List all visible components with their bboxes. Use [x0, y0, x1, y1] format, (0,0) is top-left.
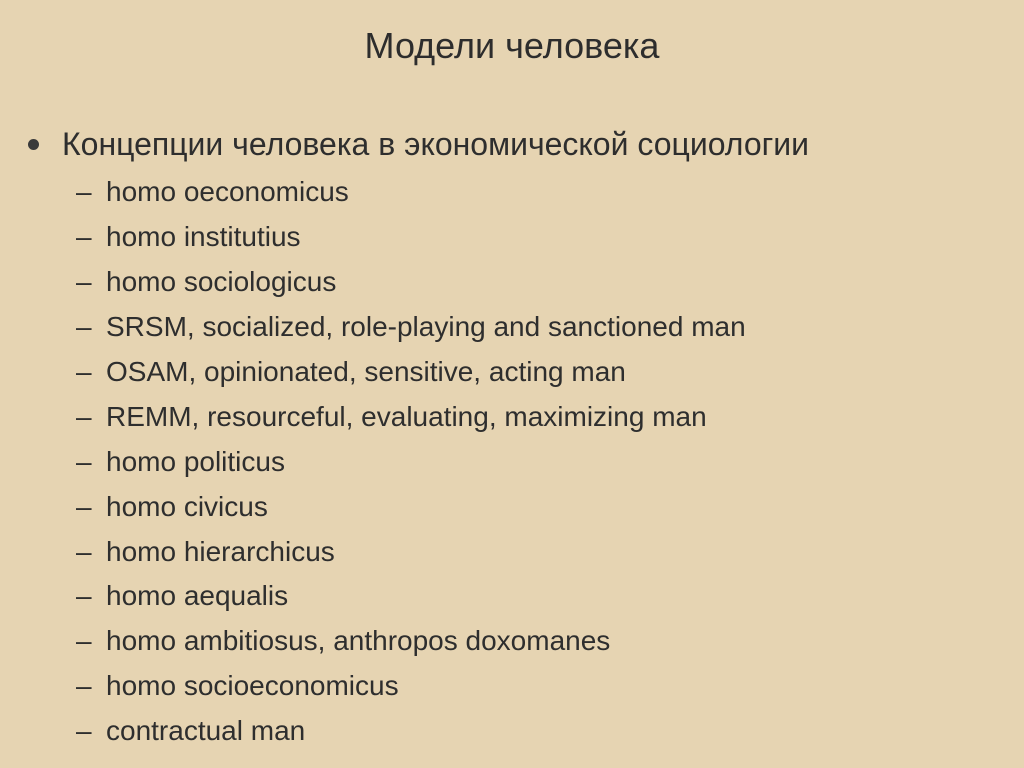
- dash-icon: –: [76, 266, 92, 298]
- dash-icon: –: [76, 356, 92, 387]
- sub-bullet-text: homo aequalis: [106, 580, 289, 612]
- dash-icon: –: [76, 400, 92, 432]
- dash-icon: –: [76, 176, 92, 208]
- sub-bullet-item: [76, 529, 746, 574]
- sub-bullet-text: REMM, resourceful, evaluating, maximizing man: [106, 400, 707, 432]
- sub-bullet-list: [76, 170, 746, 754]
- dash-icon: –: [76, 490, 92, 522]
- sub-bullet-text: homo oeconomicus: [106, 176, 349, 208]
- sub-bullet-text: homo hierarchicus: [106, 535, 335, 567]
- sub-bullet-text: homo politicus: [106, 445, 285, 477]
- sub-bullet-text: homo institutius: [106, 221, 301, 253]
- dash-icon: –: [76, 311, 92, 343]
- dash-icon: –: [76, 670, 92, 702]
- sub-bullet-item: [76, 619, 746, 664]
- slide-title: Модели человека: [364, 25, 660, 66]
- sub-bullet-text: SRSM, socialized, role-playing and sanctioned man: [106, 311, 746, 343]
- sub-bullet-item: [76, 215, 746, 260]
- sub-bullet-item: [76, 350, 746, 395]
- sub-bullet-item: [76, 709, 746, 754]
- dash-icon: –: [76, 221, 92, 253]
- dash-icon: –: [76, 535, 92, 567]
- sub-bullet-text: homo civicus: [106, 490, 268, 522]
- dash-icon: –: [76, 715, 92, 747]
- bullet-item-main: [22, 121, 809, 167]
- sub-bullet-text: contractual man: [106, 715, 306, 747]
- sub-bullet-item: [76, 439, 746, 484]
- bullet-dot-icon: [28, 139, 39, 150]
- sub-bullet-item: [76, 484, 746, 529]
- sub-bullet-text: homo sociologicus: [106, 266, 337, 298]
- sub-bullet-item: [76, 170, 746, 215]
- dash-icon: –: [76, 580, 92, 612]
- sub-bullet-text: OSAM, opinionated, sensitive, acting man: [106, 356, 626, 387]
- sub-bullet-text: homo socioeconomicus: [106, 670, 399, 702]
- sub-bullet-item: [76, 260, 746, 305]
- dash-icon: –: [76, 625, 92, 657]
- sub-bullet-item: [76, 574, 746, 619]
- dash-icon: –: [76, 445, 92, 477]
- sub-bullet-item: [76, 305, 746, 350]
- bullet-text: Концепции человека в экономической социологии: [62, 125, 810, 162]
- sub-bullet-text: homo ambitiosus, anthropos doxomanes: [106, 625, 611, 657]
- sub-bullet-item: [76, 664, 746, 709]
- sub-bullet-item: [76, 394, 746, 439]
